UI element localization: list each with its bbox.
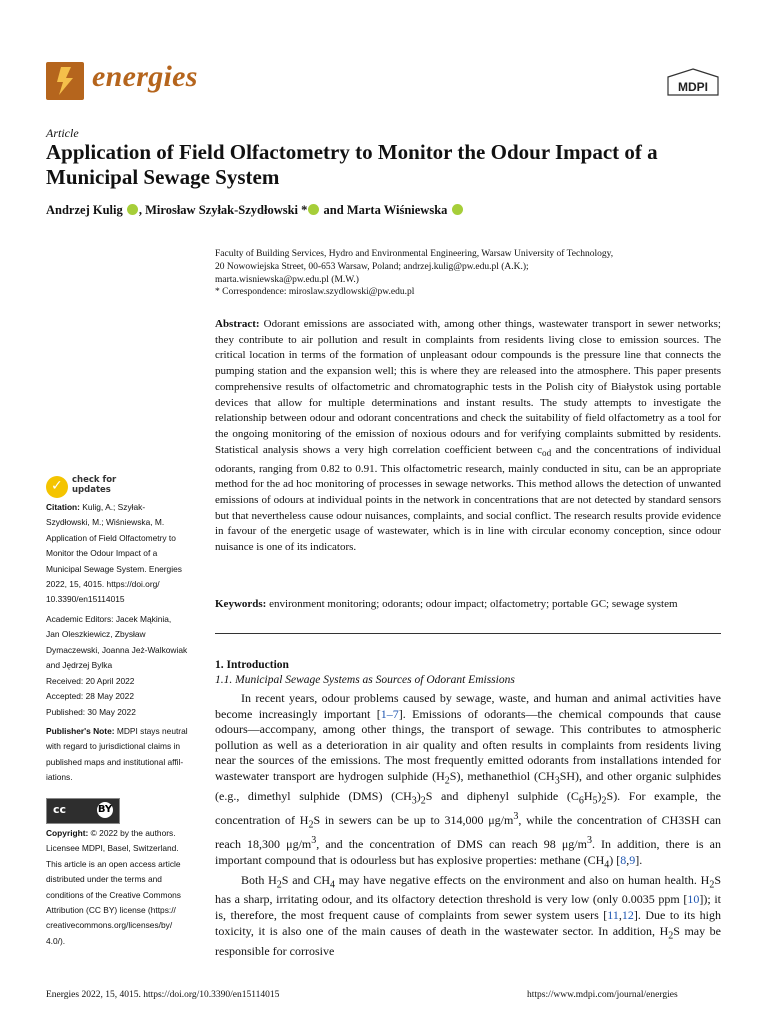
publisher-note [46,724,194,786]
citation-line: Application of Field Olfactometry to [46,532,176,543]
text-run: S in sewers can be up to 314,000 μg/m [313,812,514,827]
checkmark-icon: ✓ [51,478,63,494]
citation-line: Szydłowski, M.; Wiśniewska, M. [46,517,165,528]
text-run: H [583,788,593,803]
publisher-note-line: with regard to jurisdictional claims in [46,741,181,752]
check-for-updates-label: updates [72,484,111,495]
text-run: . In addition, there is an important compound that is odourless but has explosive properties: methane (CH [215,836,721,867]
publisher-note-line: published maps and institutional affil- [46,756,184,767]
editors-line: Academic Editors: Jacek Mąkinia, [46,614,172,624]
text-run: S has a sharp, irritating odour, and its olfactory detection threshold is very low (only 0.0035 ppm [ [215,872,721,907]
subscript: 3 [411,795,417,807]
text-run: Both H [241,872,277,887]
subscript: 2 [308,819,314,831]
body-text [215,691,721,959]
article-title: Application of Field Olfactometry to Monitor the Odour Impact of a Municipal Sewage System [46,140,658,189]
section-title: 1. Introduction [215,659,289,671]
cc-by-license-badge[interactable] [46,798,120,824]
text-run: ]); it is, therefore, the most frequent cause of complaints from sewer system users [ [215,892,722,923]
copyright-block [46,826,194,949]
subscript: 4 [330,878,335,890]
footer-citation: Energies 2022, 15, 4015. https://doi.org/10.3390/en15114015 [46,990,280,1000]
cc-icon: cc [53,803,67,816]
abstract [215,317,721,556]
copyright-line: © 2022 by the authors. [88,828,176,838]
subscript: 2 [276,878,282,890]
author-name[interactable]: Marta Wiśniewska [346,203,448,217]
copyright-line: 4.0/). [46,935,66,946]
text-run: , while the concentration of CH3SH can reach 18,300 μg/m [215,812,722,851]
text-run: S), methanethiol (CH [449,768,555,783]
text-run: ) [416,788,421,803]
citation-line: Monitor the Odour Impact of a [46,548,158,559]
subscript: 6 [578,795,584,807]
citation-link[interactable]: 11 [607,908,619,923]
copyright-line: Attribution (CC BY) license (https:// [46,905,176,916]
citation-line: 2022, 15, 4015. https://doi.org/ [46,579,160,590]
text-run: , and the concentration of DMS can reach 98 μg/m [316,836,587,851]
subscript: 2 [709,878,715,890]
subsection-title: 1.1. Municipal Sewage Systems as Sources of Odorant Emissions [215,674,515,686]
copyright-line: Licensee MDPI, Basel, Switzerland. [46,843,179,854]
editors-line: and Jędrzej Bylka [46,660,113,671]
check-for-updates-label: check for [72,475,117,485]
journal-logo-icon [46,62,84,100]
abstract-text: Odorant emissions are associated with, among other things, wastewater transport in sewer networks; they contribute to air pollution and result in complaints from residents living close to emission sources. The critical location in terms of the formation of unpleasant odour compounds is the pressure line that connects the pumping station and the expansion well; this is where they are released into the atmosphere. This paper presents comprehensive results of olfactometric and chromatographic tests in the Polish city of Białystok using portable devices that allow for multiple determinations and instant results. The study attempts to investigate the relationship between odour and odorant concentrations and check the suitability of field olfactometry as a tool for the ongoing monitoring of the emission of noxious odours and for verifying complaints submitted by residents. Statistical analysis shows a very high correlation coefficient between c [215,318,721,456]
citation-label: Citation: [46,502,80,512]
article-type: Article [46,126,79,140]
by-icon: BY [97,802,113,818]
paragraph [215,691,721,873]
text-run: may have negative effects on the environment and also on human health. H [335,872,710,887]
editors-line: Jan Oleszkiewicz, Zbysław [46,629,146,640]
superscript: 3 [311,834,317,846]
author-list [46,203,464,218]
author-separator: and [320,203,347,217]
orcid-icon[interactable] [452,204,463,215]
keywords-label: Keywords: [215,598,267,610]
superscript: 3 [586,834,592,846]
text-run: , [618,908,622,923]
copyright-line: conditions of the Creative Commons [46,889,181,900]
text-run: ]. [635,852,643,867]
published-date: Published: 30 May 2022 [46,706,136,717]
author-separator: , [138,203,146,217]
text-run: In recent years, odour problems caused by sewage, waste, and human and animal activities have become increasingly important [ [215,691,721,721]
citation-link[interactable]: 9 [629,852,636,867]
author-name[interactable]: Mirosław Szyłak-Szydłowski * [145,203,308,217]
editors-line: Dymaczewski, Joanna Jeż-Walkowiak [46,644,188,655]
subscript: 2 [601,795,607,807]
keywords [215,598,735,610]
text-run: ) [597,788,602,803]
accepted-date: Accepted: 28 May 2022 [46,691,134,702]
affiliation-line: marta.wisniewska@pw.edu.pl (M.W.) [215,274,359,285]
citation-link[interactable]: 8 [620,852,627,867]
abstract-text-continued: and the concentrations of individual odorants, ranging from 0.82 to 0.91. This olfactometric research, mainly conducted in situ, can be an appropriate method for the ad hoc monitoring of processes in sewage networks. This method allows the detection of unwanted emissions of odours at individual points in the network in concentrations that are not detected by standard sensors but that nevertheless cause odour nuisances, complaints, and social conflict. The research results provide evidence in favour of the energetic usage of wastewater, which is in line with circular economy conception, since odour nuisance is one of its indicators. [215,443,721,554]
subscript: 3 [554,775,560,787]
mdpi-logo-icon [666,68,720,98]
author-name[interactable]: Andrzej Kulig [46,203,123,217]
publisher-note-line: iations. [46,772,73,783]
affiliation [215,248,735,299]
text-run: S and diphenyl sulphide (C [425,788,579,803]
subscript: 2 [668,930,674,942]
academic-editors [46,612,194,674]
received-date: Received: 20 April 2022 [46,676,135,686]
citation-line: Kulig, A.; Szyłak- [79,502,146,512]
journal-name: energies [92,60,198,93]
subscript: 2 [420,795,426,807]
license-link[interactable]: creativecommons.org/licenses/by/ [46,920,173,931]
check-for-updates-button[interactable] [46,476,166,498]
subscript: 5 [592,795,598,807]
subscript: 4 [604,858,610,870]
text-run: S and CH [281,872,330,887]
publisher-note-label: Publisher's Note: [46,726,115,736]
text-run: S). For example, the concentration of H [215,788,721,827]
copyright-label: Copyright: [46,828,89,838]
footer-journal-link[interactable]: https://www.mdpi.com/journal/energies [527,990,678,1000]
citation-link[interactable]: 1–7 [380,706,399,721]
text-run: S may be responsible for corrosive [215,923,722,958]
publication-dates [46,674,194,720]
subscript: 2 [444,775,450,787]
correspondence-line: * Correspondence: miroslaw.szydlowski@pw.edu.pl [215,287,415,298]
keywords-text: environment monitoring; odorants; odour impact; olfactometry; portable GC; sewage system [266,598,678,610]
divider [215,633,721,634]
citation-doi-link[interactable]: 10.3390/en15114015 [46,594,125,605]
text-run: ) [ [609,852,621,867]
abstract-subscript: od [542,447,552,458]
text-run: SH), and other organic sulphides (e.g., dimethyl sulphide (DMS) (CH [215,768,721,803]
text-run: , [626,852,630,867]
abstract-label: Abstract: [215,318,260,330]
citation-block [46,500,194,608]
affiliation-line: Faculty of Building Services, Hydro and Environmental Engineering, Warsaw University of Technology, [215,249,614,259]
affiliation-line: 20 Nowowiejska Street, 00-653 Warsaw, Poland; andrzej.kulig@pw.edu.pl (A.K.); [215,261,529,272]
copyright-line: distributed under the terms and [46,874,162,885]
citation-line: Municipal Sewage System. Energies [46,563,182,574]
text-run: ]. Emissions of odorants—the chemical compounds that cause odours—accompany, among other things, the transport of sewage. This contributes to atmospheric pollution as well as a deterioration in air quality and often results in complaints from residents living near the sources of the emissions. The most frequently emitted odorants from installations intended for wastewater transport are hydrogen sulphide (H [215,706,721,783]
citation-link[interactable]: 12 [621,908,634,923]
citation-link[interactable]: 10 [687,892,700,907]
superscript: 3 [513,810,519,822]
publisher-note-line: MDPI stays neutral [114,726,188,736]
orcid-icon[interactable] [127,204,138,215]
copyright-line: This article is an open access article [46,858,181,869]
text-run: ]. Due to its high toxicity, it is also one of the main causes of death in the wastewater sector. In addition, H [215,908,721,938]
publisher-logo-text: MDPI [678,80,708,94]
orcid-icon[interactable] [308,204,319,215]
paragraph [215,873,721,960]
